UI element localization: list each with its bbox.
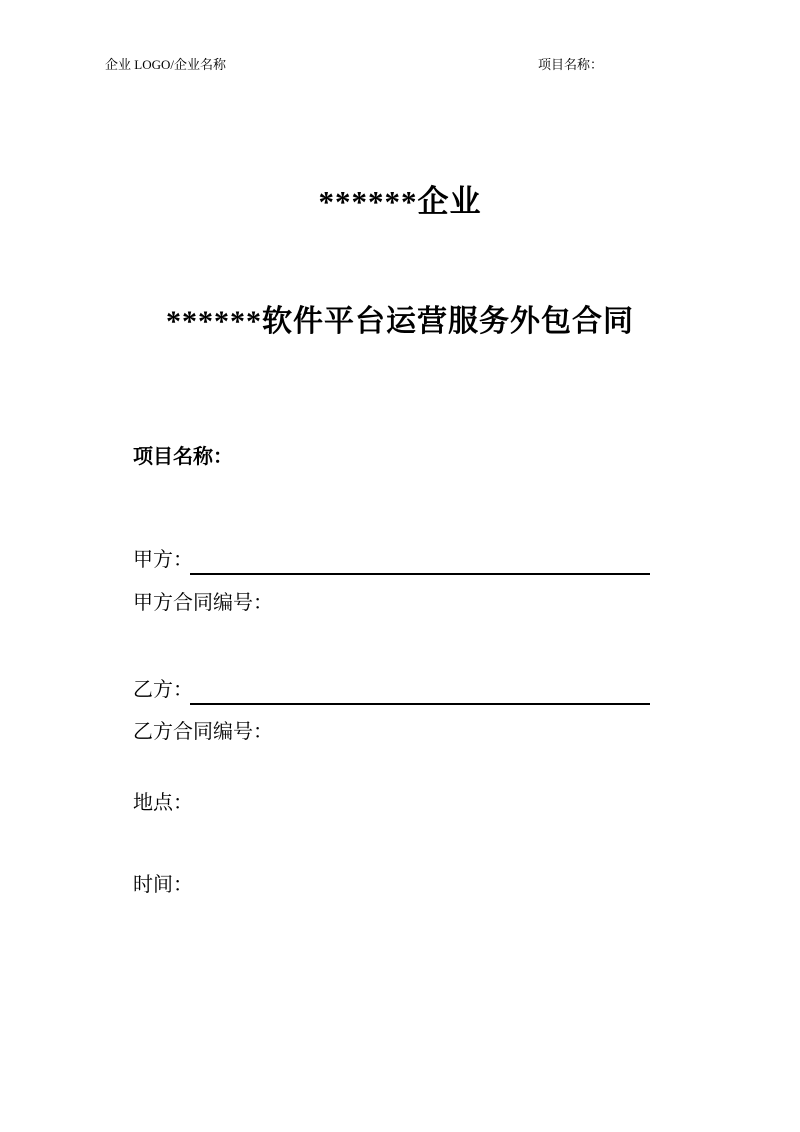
party-b-line (133, 677, 193, 703)
party-a-contract-no-label: 甲方合同编号： (133, 592, 273, 614)
header-project-name-label: 项目名称： (538, 57, 604, 72)
header-company-logo-label: 企业 LOGO/企业名称 (105, 57, 226, 72)
party-b-label: 乙方： (133, 679, 193, 701)
contract-title: ******软件平台运营服务外包合同 (166, 305, 634, 338)
party-b-contract-no-label: 乙方合同编号： (133, 721, 273, 743)
time-label: 时间： (133, 874, 193, 896)
project-name-field-label: 项目名称： (133, 446, 233, 468)
company-title: ******企业 (318, 184, 482, 219)
party-a-blank-line[interactable] (190, 548, 650, 575)
party-a-label: 甲方： (133, 549, 193, 571)
party-a-line (133, 547, 193, 573)
party-b-blank-line[interactable] (190, 678, 650, 705)
location-label: 地点： (133, 792, 193, 814)
